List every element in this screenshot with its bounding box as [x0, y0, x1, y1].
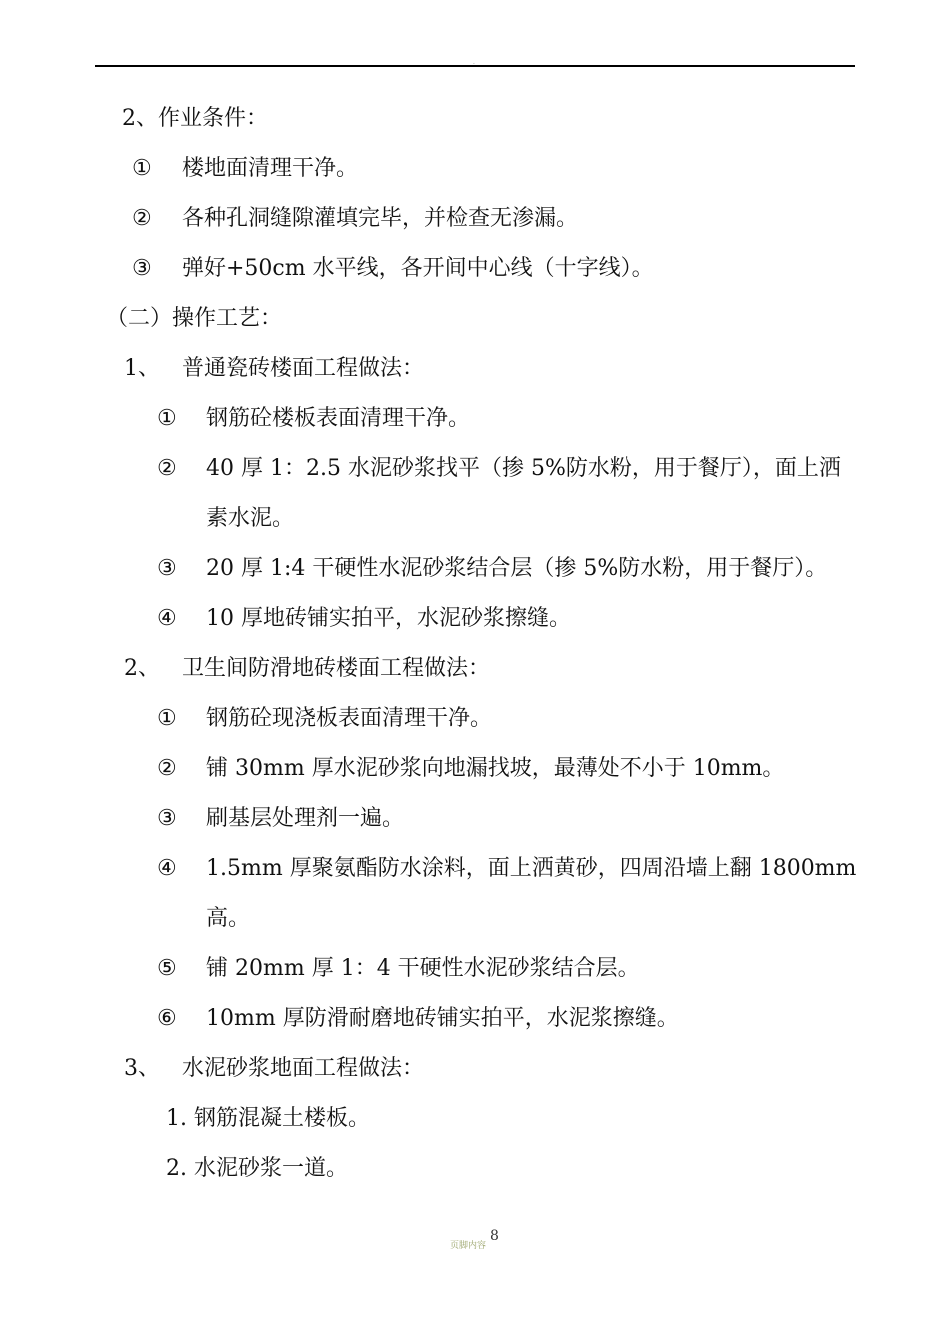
line-text: 弹好+50cm 水平线，各开间中心线（十字线）。: [182, 256, 654, 281]
line-text: 40 厚 1：2.5 水泥砂浆找平（掺 5%防水粉，用于餐厅），面上洒: [206, 456, 841, 481]
line-text: 10 厚地砖铺实拍平，水泥砂浆擦缝。: [206, 606, 571, 631]
header-rule: [95, 65, 855, 67]
list-marker: ②: [132, 206, 152, 231]
line-text: 卫生间防滑地砖楼面工程做法：: [182, 656, 491, 681]
line-text: 2. 水泥砂浆一道。: [166, 1156, 348, 1181]
line-text: 20 厚 1:4 干硬性水泥砂浆结合层（掺 5%防水粉，用于餐厅）。: [206, 556, 828, 581]
line-text: （二）操作工艺：: [106, 306, 283, 331]
list-marker: ③: [132, 256, 152, 281]
list-marker: 1、: [124, 356, 160, 381]
list-marker: ⑥: [157, 1006, 177, 1031]
line-text: 素水泥。: [206, 506, 295, 531]
line-text: 钢筋砼现浇板表面清理干净。: [206, 706, 493, 731]
list-marker: ①: [157, 706, 177, 731]
list-marker: ④: [157, 606, 177, 631]
list-marker: ⑤: [157, 956, 177, 981]
list-marker: ③: [157, 806, 177, 831]
line-text: 10mm 厚防滑耐磨地砖铺实拍平，水泥浆擦缝。: [206, 1006, 679, 1031]
line-text: 铺 30mm 厚水泥砂浆向地漏找坡，最薄处不小于 10mm。: [206, 756, 785, 781]
line-text: 钢筋砼楼板表面清理干净。: [206, 406, 471, 431]
line-text: 楼地面清理干净。: [182, 156, 359, 181]
line-text: 刷基层处理剂一遍。: [206, 806, 405, 831]
list-marker: ①: [132, 156, 152, 181]
page-number: 8: [490, 1228, 499, 1244]
list-marker: ①: [157, 406, 177, 431]
line-text: 水泥砂浆地面工程做法：: [182, 1056, 425, 1081]
list-marker: 3、: [124, 1056, 160, 1081]
list-marker: ④: [157, 856, 177, 881]
footer-label: 页脚内容: [450, 1241, 487, 1251]
line-text: 1. 钢筋混凝土楼板。: [166, 1106, 370, 1131]
line-text: 各种孔洞缝隙灌填完毕，并检查无渗漏。: [182, 206, 579, 231]
line-text: 普通瓷砖楼面工程做法：: [182, 356, 425, 381]
list-marker: ②: [157, 456, 177, 481]
line-text: 铺 20mm 厚 1：4 干硬性水泥砂浆结合层。: [206, 956, 640, 981]
list-marker: ③: [157, 556, 177, 581]
list-marker: 2、: [124, 656, 160, 681]
list-marker: ②: [157, 756, 177, 781]
line-text: 1.5mm 厚聚氨酯防水涂料，面上洒黄砂，四周沿墙上翻 1800mm: [206, 856, 857, 881]
header-mark: ·: [473, 61, 475, 68]
line-text: 高。: [206, 906, 251, 931]
line-text: 2、作业条件：: [122, 106, 268, 131]
